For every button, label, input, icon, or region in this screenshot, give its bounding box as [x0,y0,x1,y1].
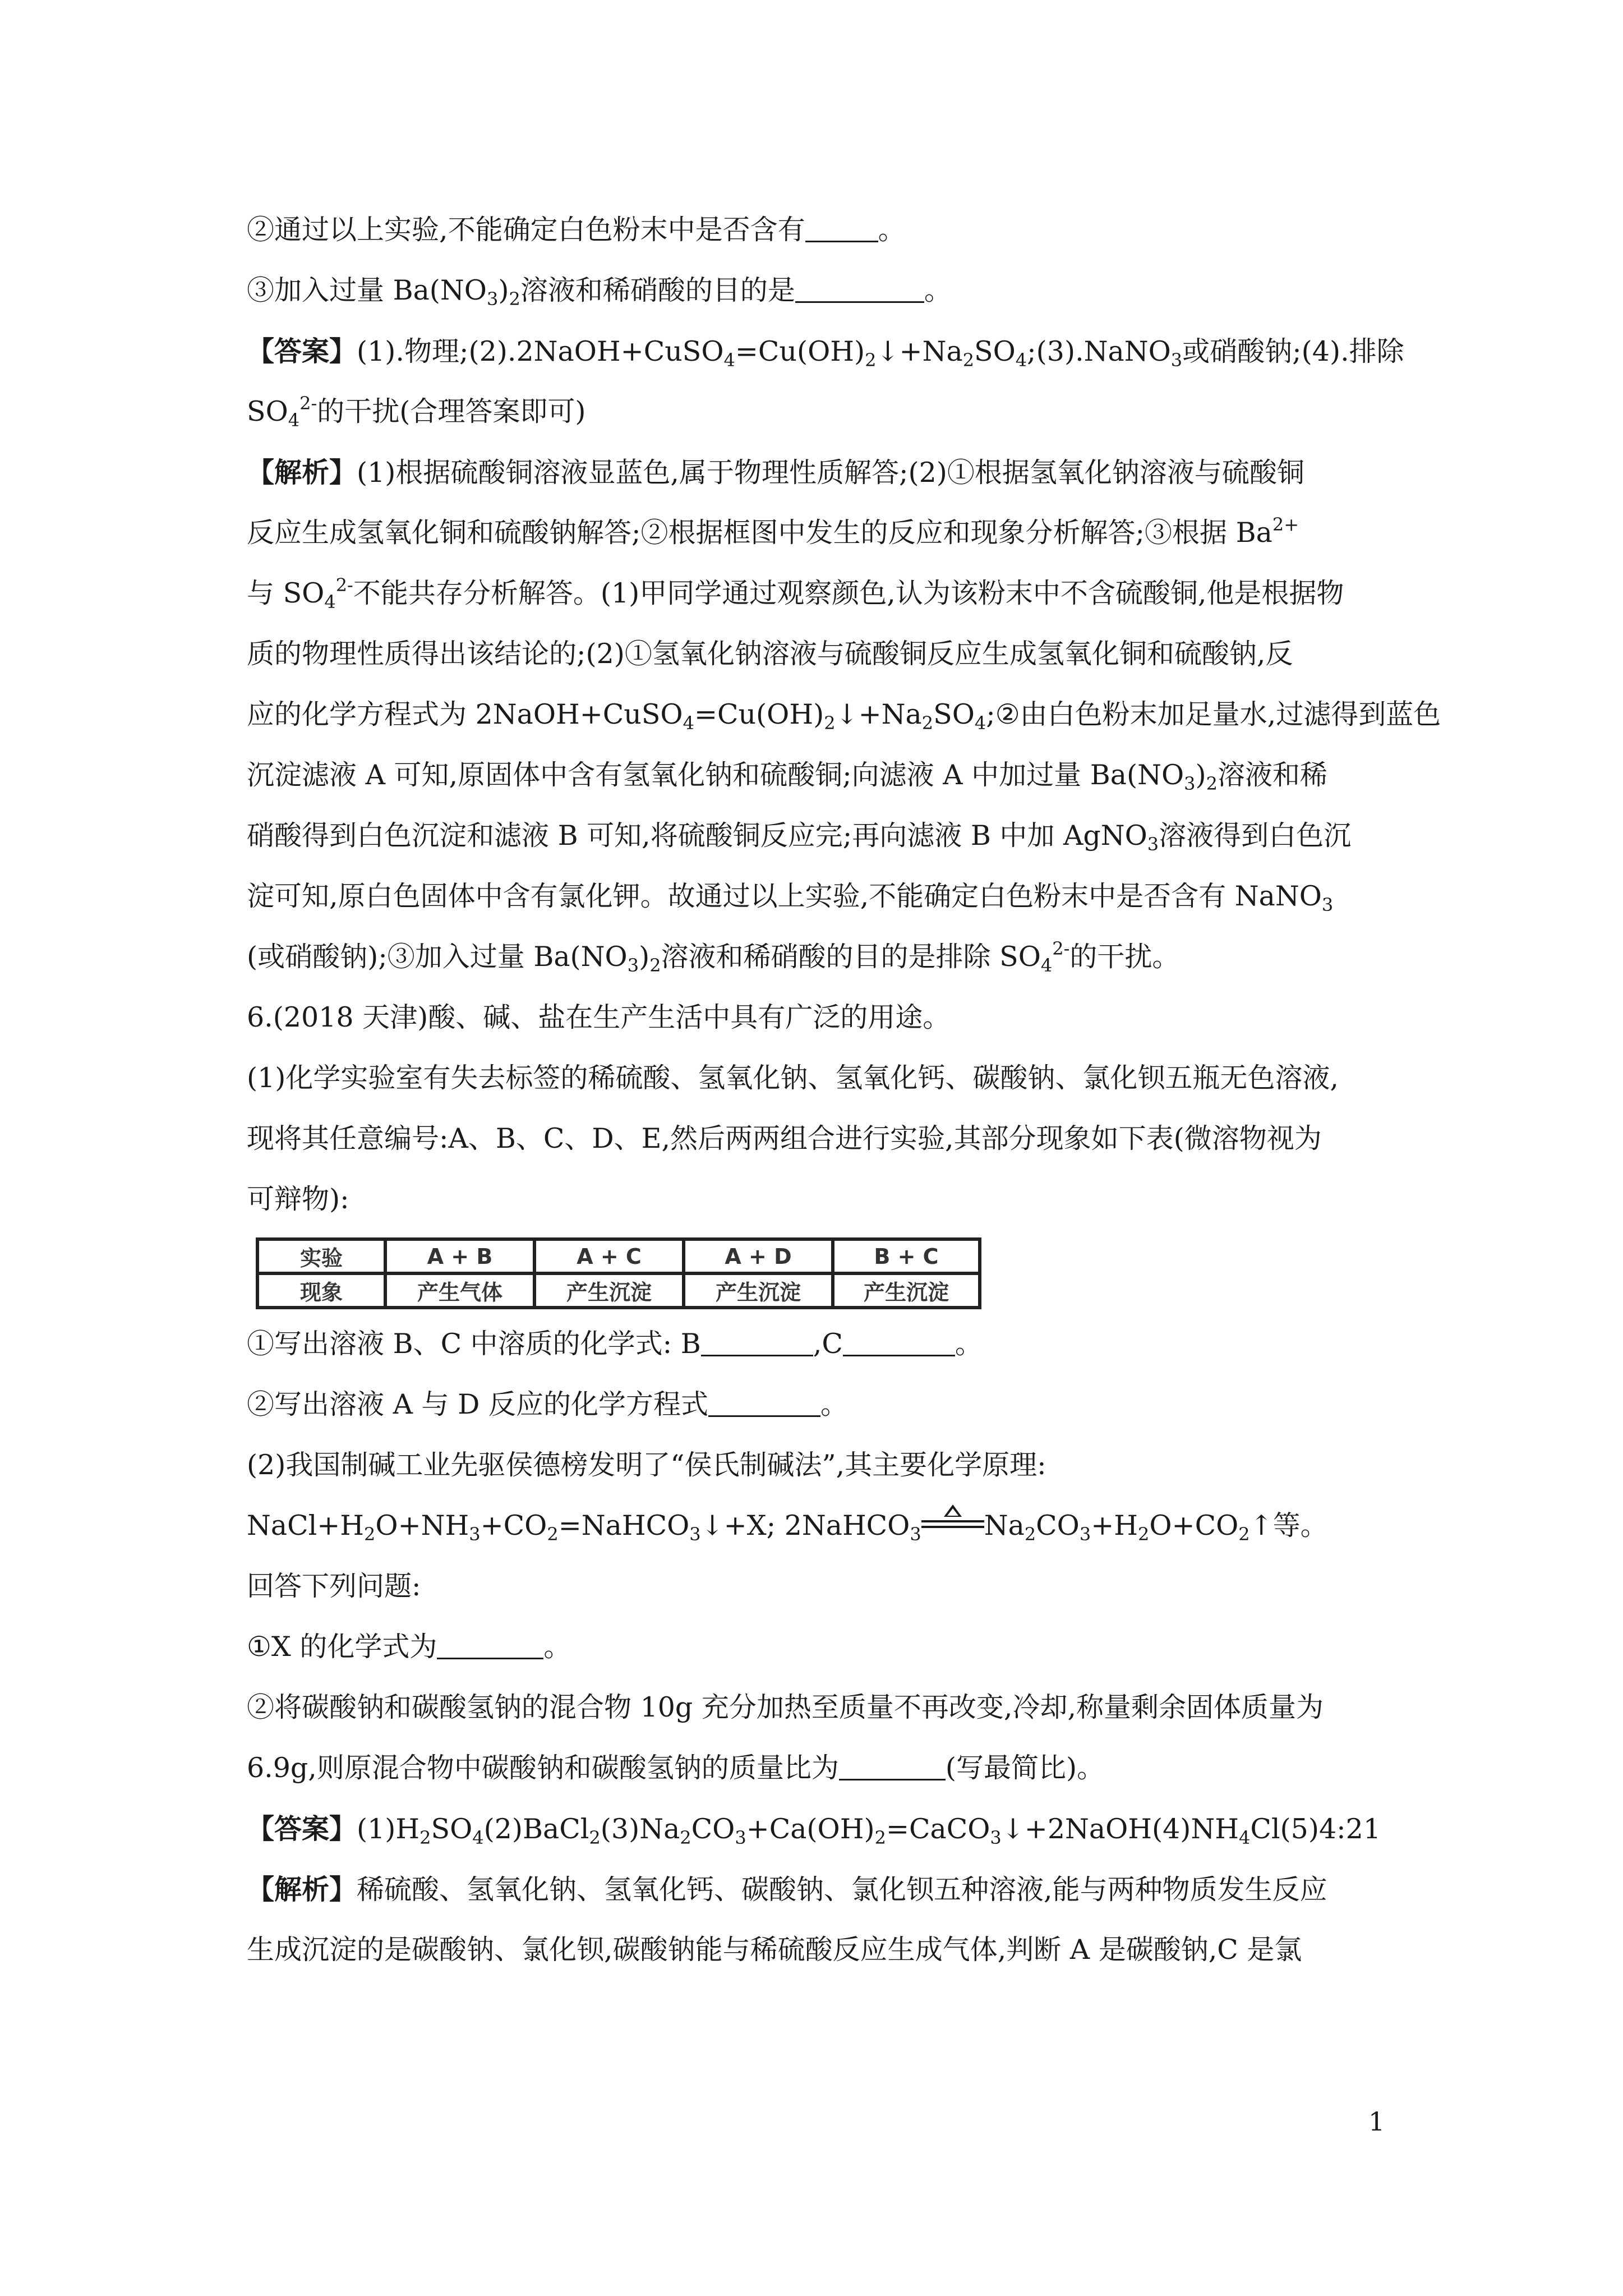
q6-analysis-line2: 生成沉淀的是碳酸钠、氯化钡,碳酸钠能与稀硫酸反应生成气体,判断 A 是碳酸钠,C 是氯 [247,1934,1302,1966]
answer-blank [795,274,924,303]
q5-analysis-line1: 【解析】(1)根据硫酸铜溶液显蓝色,属于物理性质解答;(2)①根据氢氧化钠溶液与硫酸铜 [247,456,1304,489]
q5-analysis-line7: 硝酸得到白色沉淀和滤液 B 可知,将硫酸铜反应完;再向滤液 B 中加 AgNO$_3$溶液得到白色沉 [247,820,1352,855]
q5-sub3: ③加入过量 $Ba(NO_3)_2$溶液和稀硝酸的目的是 。 [247,274,952,310]
answer-blank [805,214,878,242]
table-cell: 产生气体 [385,1273,534,1308]
q6-question2: ②写出溶液 A 与 D 反应的化学方程式 。 [247,1388,848,1420]
q6-sub2-line2: 6.9g,则原混合物中碳酸钠和碳酸氢钠的质量比为 (写最简比)。 [247,1752,1105,1784]
q5-analysis-line9: (或硝酸钠);③加入过量 $Ba(NO_3)_2$溶液和稀硝酸的目的是排除 $SO_4^{2-}$的干扰。 [247,938,1180,976]
q6-sub1: ①X 的化学式为 。 [247,1631,571,1663]
table-cell: 现象 [257,1273,385,1308]
experiment-table [256,1237,981,1309]
answer-blank [843,1328,955,1356]
analysis-tag: 【解析】 [247,1873,357,1906]
q5-analysis-line2: 反应生成氢氧化铜和硫酸钠解答;②根据框图中发生的反应和现象分析解答;③根据 $Ba^{2+}$ [247,514,1299,549]
table-cell: 产生沉淀 [534,1273,684,1308]
q6-ask: 回答下列问题: [247,1570,421,1602]
q5-analysis-line4: 质的物理性质得出该结论的;(2)①氢氧化钠溶液与硫酸铜反应生成氢氧化铜和硫酸钠,反 [247,638,1293,670]
table-cell: A + B [385,1239,534,1273]
table-cell: A + D [684,1239,833,1273]
q6-analysis-line1: 【解析】稀硫酸、氢氧化钠、氢氧化钙、碳酸钠、氯化钡五种溶液,能与两种物质发生反应 [247,1873,1327,1906]
answer-tag: 【答案】 [247,1812,357,1845]
q6-answer: 【答案】$(1)H_2SO_4(2)BaCl_2(3)Na_2CO_3+Ca(OH)_2=CaCO_3↓+2NaOH(4)NH_4Cl(5)4:21$ [247,1812,1381,1848]
page-content [247,208,1441,1988]
q6-equation: $NaCl+H_2O+NH_3+CO_2=NaHCO_3↓+X$; 2NaHCO$_3$ $Na_2CO_3+H_2O+CO_2↑$等。 [247,1503,1388,1548]
table-cell: 实验 [257,1239,385,1273]
table-row [257,1273,980,1308]
q6-title: 6.(2018 天津)酸、碱、盐在生产生活中具有广泛的用途。 [247,1001,951,1033]
q5-analysis-line6: 沉淀滤液 A 可知,原固体中含有氢氧化钠和硫酸铜;向滤液 A 中加过量 $Ba(NO_3)_2$溶液和稀 [247,759,1327,794]
page-number: 1 [1368,2106,1385,2137]
q6-part2: (2)我国制碱工业先驱侯德榜发明了“侯氏制碱法”,其主要化学原理: [247,1449,1046,1481]
q6-part1-line2: 现将其任意编号:A、B、C、D、E,然后两两组合进行实验,其部分现象如下表(微溶物视为 [247,1122,1322,1154]
answer-tag: 【答案】 [247,335,357,367]
heating-arrow-icon [921,1504,984,1538]
q5-answer-line1: 【答案】(1).物理$;(2).2NaOH+CuSO_4=Cu(OH)_2↓+Na_2SO_4;(3).NaNO_3$或硝酸钠;(4).排除 [247,335,1404,371]
q6-sub2-line1: ②将碳酸钠和碳酸氢钠的混合物 10g 充分加热至质量不再改变,冷却,称量剩余固体质量为 [247,1691,1324,1723]
answer-blank [701,1328,813,1356]
q5-analysis-line5: 应的化学方程式为 $2NaOH+CuSO_4=Cu(OH)_2↓+Na_2SO_4;②$由白色粉末加足量水,过滤得到蓝色 [247,698,1441,734]
table-cell: B + C [833,1239,980,1273]
q5-answer-line2: $SO_4^{2-}$的干扰(合理答案即可) [247,393,586,431]
table-row [257,1239,980,1273]
answer-blank [839,1752,946,1780]
q5-analysis-line8: 淀可知,原白色固体中含有氯化钾。故通过以上实验,不能确定白色粉末中是否含有 NaNO$_3$ [247,880,1334,915]
q6-part1-line1: (1)化学实验室有失去标签的稀硫酸、氢氧化钠、氢氧化钙、碳酸钠、氯化钡五瓶无色溶液, [247,1062,1339,1094]
table-cell: A + C [534,1239,684,1273]
q5-analysis-line3: 与 $SO_4^{2-}$不能共存分析解答。(1)甲同学通过观察颜色,认为该粉末中不含硫酸铜,他是根据物 [247,574,1344,613]
q6-question1: ①写出溶液 B、C 中溶质的化学式: B ,C 。 [247,1328,983,1360]
table-cell: 产生沉淀 [833,1273,980,1308]
analysis-tag: 【解析】 [247,456,357,489]
table-cell: 产生沉淀 [684,1273,833,1308]
q6-part1-line3: 可辩物): [247,1183,349,1215]
q5-sub2: ②通过以上实验,不能确定白色粉末中是否含有 。 [247,214,906,246]
answer-blank [437,1631,543,1659]
answer-blank [708,1388,820,1417]
